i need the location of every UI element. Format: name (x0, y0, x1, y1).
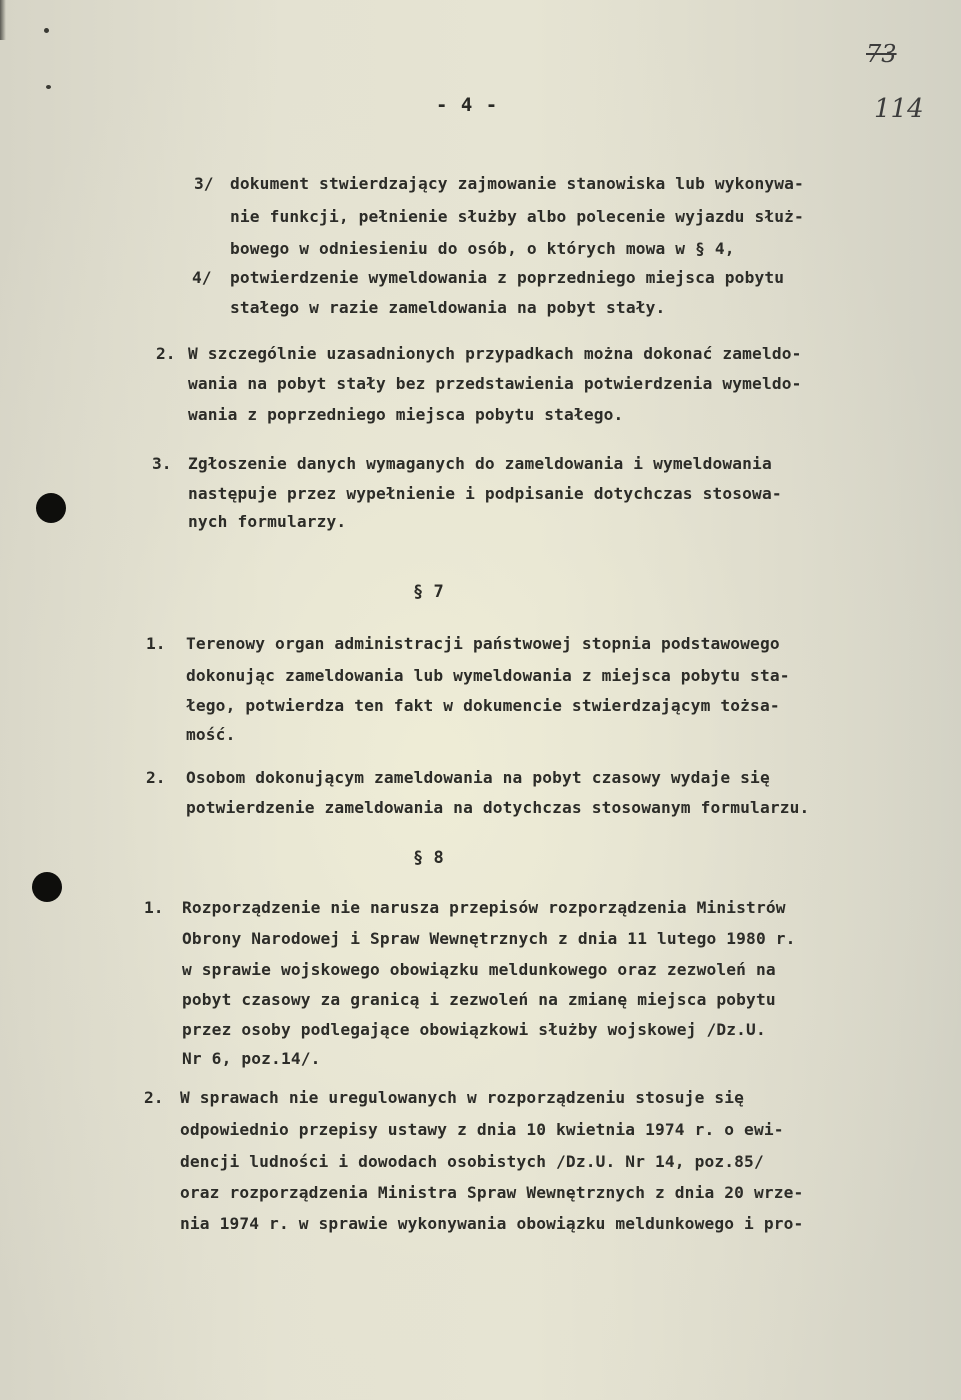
text-line: w sprawie wojskowego obowiązku meldunkowego oraz zezwoleń na (182, 960, 776, 979)
text-line: oraz rozporządzenia Ministra Spraw Wewnętrznych z dnia 20 wrze- (180, 1183, 804, 1202)
text-line: dencji ludności i dowodach osobistych /Dz.U. Nr 14, poz.85/ (180, 1152, 764, 1171)
text-line: pobyt czasowy za granicą i zezwoleń na zmianę miejsca pobytu (182, 990, 776, 1009)
section-heading: § 8 (413, 848, 444, 868)
point-marker: 2. (156, 344, 176, 363)
list-item-marker: 4/ (192, 268, 212, 287)
text-line: przez osoby podlegające obowiązkowi służby wojskowej /Dz.U. (182, 1020, 766, 1039)
text-line: wania z poprzedniego miejsca pobytu stałego. (188, 405, 624, 424)
point-marker: 2. (146, 768, 166, 787)
text-line: Nr 6, poz.14/. (182, 1049, 321, 1068)
text-line: dokonując zameldowania lub wymeldowania z miejsca pobytu sta- (186, 666, 790, 685)
text-line: wania na pobyt stały bez przedstawienia potwierdzenia wymeldo- (188, 374, 802, 393)
text-line: potwierdzenie wymeldowania z poprzedniego miejsca pobytu (230, 268, 785, 287)
scan-edge-shadow (0, 0, 6, 40)
punch-hole (36, 493, 66, 523)
point-marker: 1. (144, 898, 164, 917)
text-line: W szczególnie uzasadnionych przypadkach można dokonać zameldo- (188, 344, 802, 363)
text-line: Terenowy organ administracji państwowej stopnia podstawowego (186, 634, 780, 653)
text-line: bowego w odniesieniu do osób, o których mowa w § 4, (230, 239, 735, 258)
list-item-marker: 3/ (194, 174, 214, 193)
handwritten-crossed-number: 73 (866, 40, 897, 68)
text-line: nie funkcji, pełnienie służby albo polecenie wyjazdu służ- (230, 207, 804, 226)
text-line: Obrony Narodowej i Spraw Wewnętrznych z dnia 11 lutego 1980 r. (182, 929, 796, 948)
paper-speck (46, 85, 51, 89)
text-line: Rozporządzenie nie narusza przepisów rozporządzenia Ministrów (182, 898, 786, 917)
point-marker: 2. (144, 1088, 164, 1107)
section-heading: § 7 (413, 582, 444, 602)
punch-hole (32, 872, 62, 902)
paper-speck (44, 28, 49, 33)
point-marker: 3. (152, 454, 172, 473)
text-line: mość. (186, 725, 236, 744)
text-line: W sprawach nie uregulowanych w rozporządzeniu stosuje się (180, 1088, 745, 1107)
text-line: dokument stwierdzający zajmowanie stanowiska lub wykonywa- (230, 174, 804, 193)
page-number: - 4 - (436, 94, 499, 116)
text-line: stałego w razie zameldowania na pobyt stały. (230, 298, 666, 317)
handwritten-folio-number: 114 (874, 94, 924, 124)
text-line: Zgłoszenie danych wymaganych do zameldowania i wymeldowania (188, 454, 772, 473)
point-marker: 1. (146, 634, 166, 653)
text-line: nych formularzy. (188, 512, 347, 531)
text-line: Osobom dokonującym zameldowania na pobyt czasowy wydaje się (186, 768, 770, 787)
text-line: następuje przez wypełnienie i podpisanie dotychczas stosowa- (188, 484, 782, 503)
text-line: łego, potwierdza ten fakt w dokumencie stwierdzającym tożsa- (186, 696, 780, 715)
text-line: potwierdzenie zameldowania na dotychczas stosowanym formularzu. (186, 798, 810, 817)
text-line: odpowiednio przepisy ustawy z dnia 10 kwietnia 1974 r. o ewi- (180, 1120, 784, 1139)
text-line: nia 1974 r. w sprawie wykonywania obowiązku meldunkowego i pro- (180, 1214, 804, 1233)
